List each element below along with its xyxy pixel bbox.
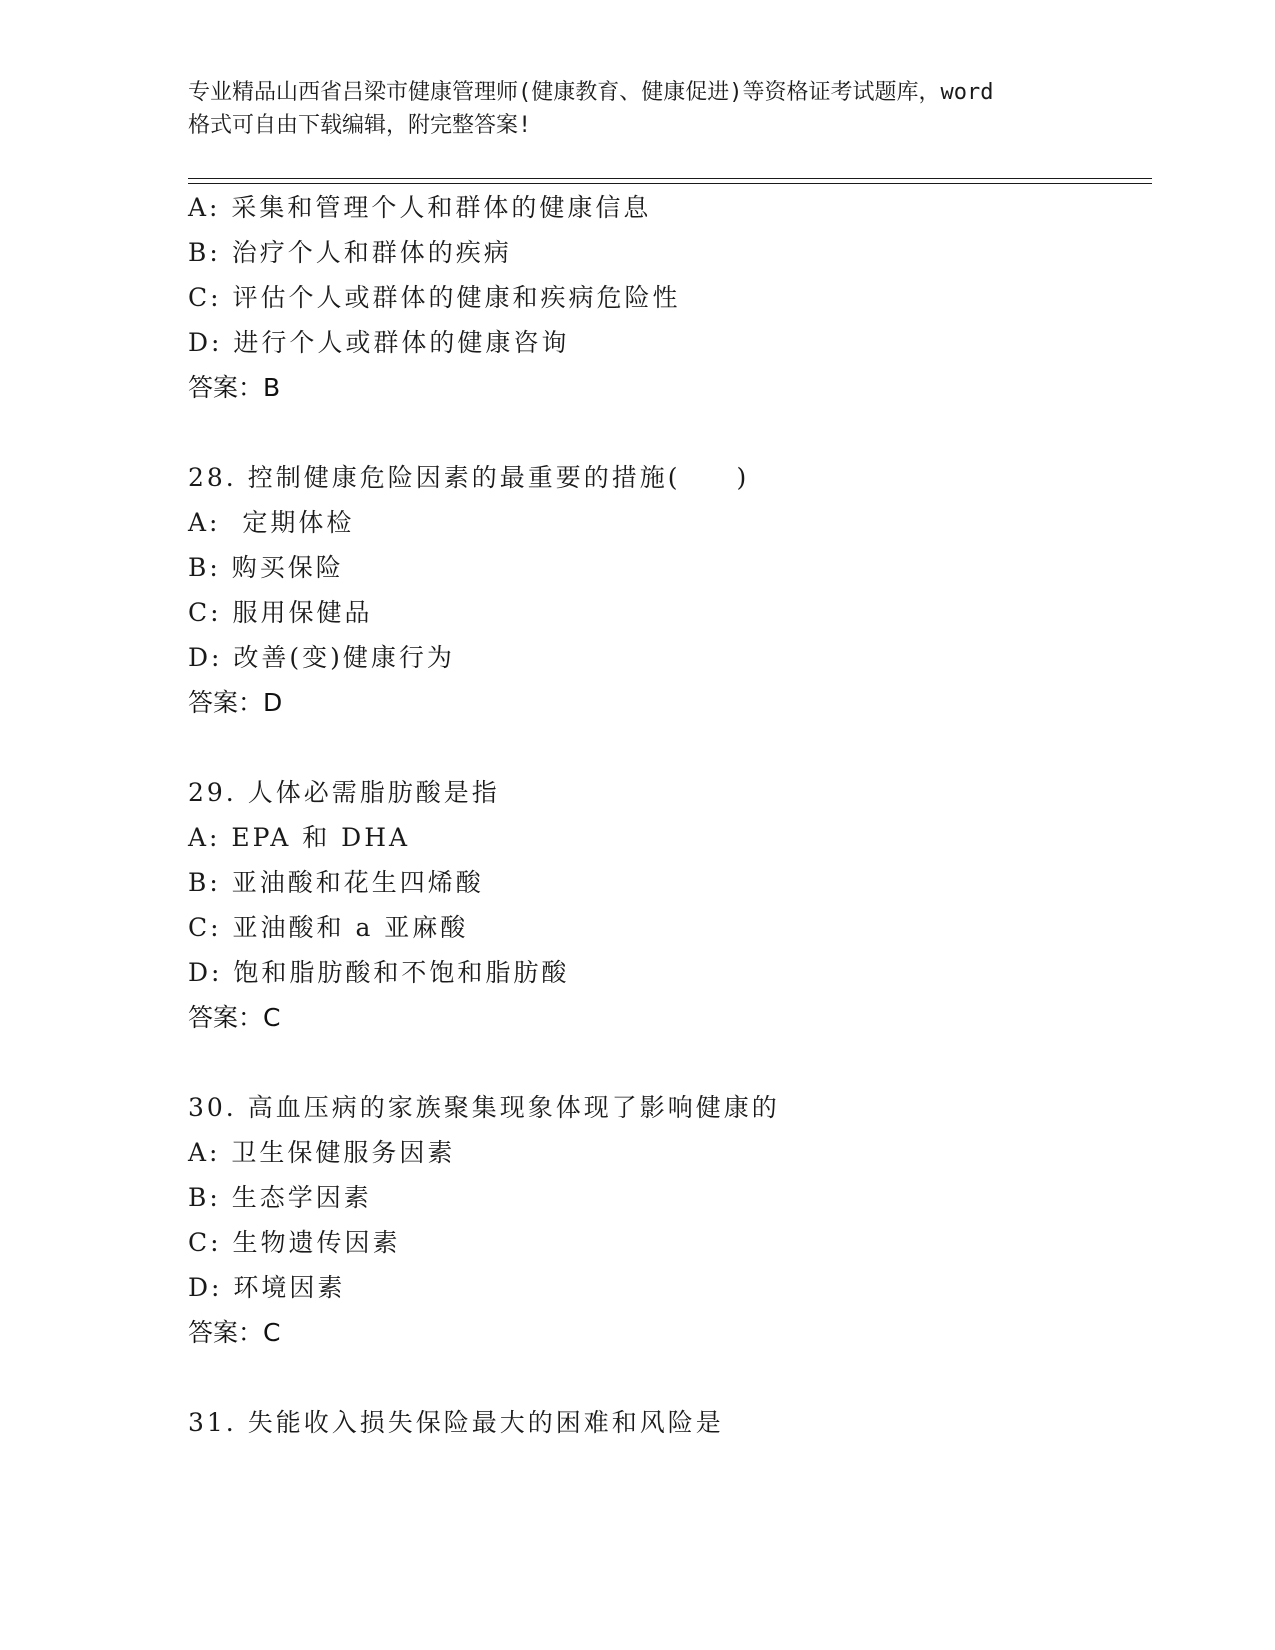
q28-option-d: D: 改善(变)健康行为 [188,643,455,672]
q29-option-a: A: EPA 和 DHA [188,823,411,852]
q28-option-b: B: 购买保险 [188,553,344,582]
q28-option-a: A: 定期体检 [188,508,355,537]
header-line-1: 专业精品山西省吕梁市健康管理师(健康教育、健康促进)等资格证考试题库，word [188,80,994,105]
q27-answer: 答案：B [188,373,281,402]
q27-option-d: D: 进行个人或群体的健康咨询 [188,328,570,357]
header-divider-bottom [188,183,1152,184]
q30-answer: 答案：C [188,1318,281,1347]
q27-option-b: B: 治疗个人和群体的疾病 [188,238,512,267]
q27-option-c: C: 评估个人或群体的健康和疾病危险性 [188,283,681,312]
q29-option-b: B: 亚油酸和花生四烯酸 [188,868,484,897]
q27-option-a: A: 采集和管理个人和群体的健康信息 [188,193,652,222]
q28-answer: 答案：D [188,688,283,717]
q30-option-a: A: 卫生保健服务因素 [188,1138,456,1167]
q30-option-d: D: 环境因素 [188,1273,346,1302]
q28-option-c: C: 服用保健品 [188,598,373,627]
q31-question: 31. 失能收入损失保险最大的困难和风险是 [188,1408,724,1437]
q28-question: 28. 控制健康危险因素的最重要的措施( ) [188,463,750,492]
document-header [188,76,1088,142]
q30-option-b: B: 生态学因素 [188,1183,372,1212]
q29-answer: 答案：C [188,1003,281,1032]
q30-question: 30. 高血压病的家族聚集现象体现了影响健康的 [188,1093,780,1122]
q29-option-c: C: 亚油酸和 a 亚麻酸 [188,913,469,942]
header-divider-top [188,178,1152,179]
header-line-2: 格式可自由下载编辑，附完整答案! [188,113,532,138]
q29-option-d: D: 饱和脂肪酸和不饱和脂肪酸 [188,958,570,987]
q29-question: 29. 人体必需脂肪酸是指 [188,778,500,807]
q30-option-c: C: 生物遗传因素 [188,1228,401,1257]
